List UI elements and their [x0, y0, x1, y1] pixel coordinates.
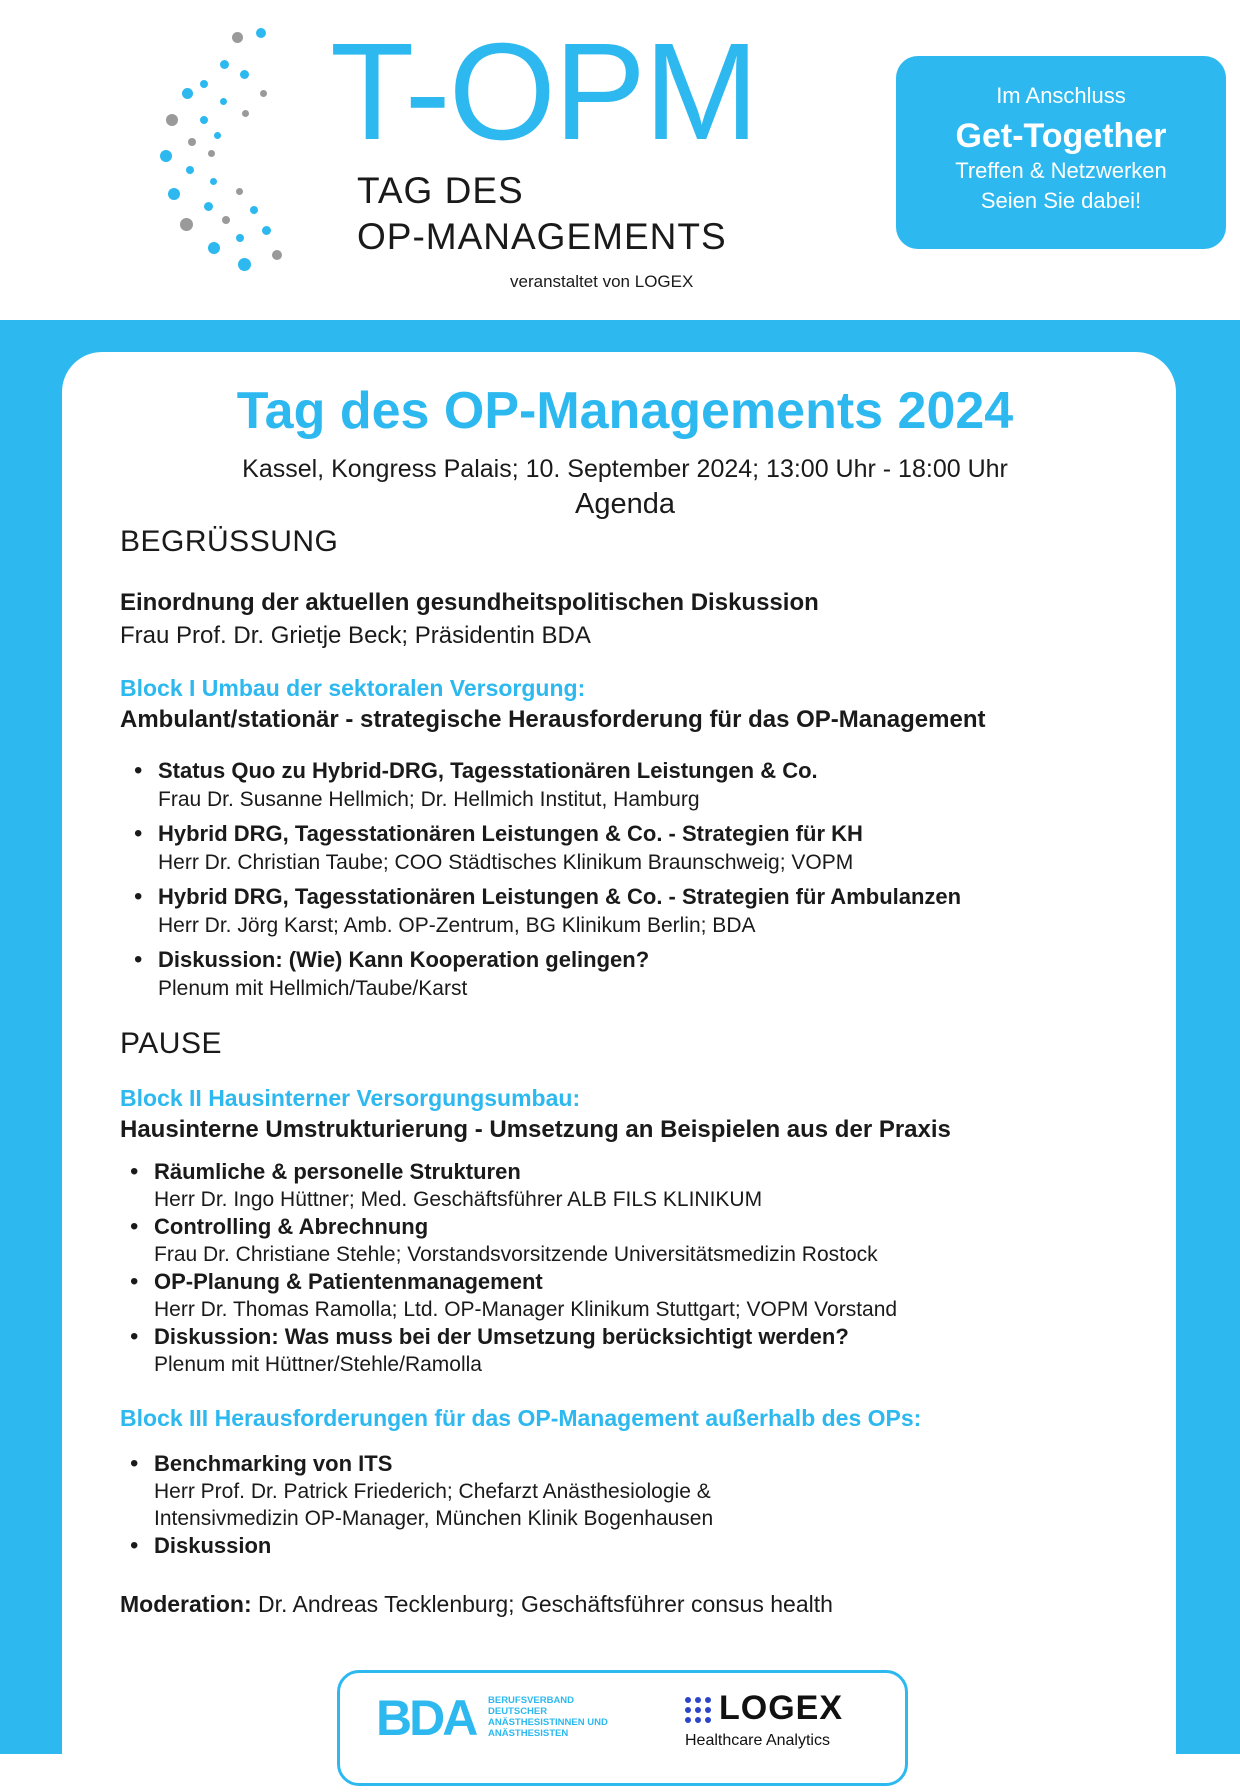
logo-subtitle-line2: OP-MANAGEMENTS	[357, 216, 727, 257]
bda-line3: ANÄSTHESISTINNEN UND	[488, 1717, 608, 1728]
item-speaker: Frau Dr. Christiane Stehle; Vorstandsvorsitzende Universitätsmedizin Rostock	[154, 1243, 878, 1266]
list-item	[116, 1323, 1130, 1378]
moderation-label: Moderation:	[120, 1591, 252, 1617]
header-area	[0, 0, 1240, 320]
list-item	[120, 819, 1130, 876]
item-title: • Controlling & Abrechnung	[154, 1214, 429, 1239]
list-item	[116, 1532, 1130, 1560]
block2-title: Block II Hausinterner Versorgungsumbau:	[120, 1085, 581, 1111]
promo-line3: Treffen & Netzwerken	[955, 158, 1167, 183]
block1-subtitle: Ambulant/stationär - strategische Herausforderung für das OP-Management	[120, 706, 986, 733]
bda-text	[488, 1695, 628, 1739]
item-speaker: Frau Dr. Susanne Hellmich; Dr. Hellmich Institut, Hamburg	[158, 788, 700, 811]
logex-dots-icon	[685, 1697, 711, 1723]
bda-logo	[376, 1689, 626, 1749]
logo-subtitle-line1: TAG DES	[357, 170, 524, 211]
bda-line4: ANÄSTHESISTEN	[488, 1728, 569, 1739]
bda-line2: DEUTSCHER	[488, 1706, 548, 1717]
list-item	[120, 756, 1130, 813]
item-speaker: Plenum mit Hüttner/Stehle/Ramolla	[154, 1353, 482, 1376]
logex-tagline: Healthcare Analytics	[685, 1732, 830, 1749]
promo-line4: Seien Sie dabei!	[980, 188, 1142, 213]
block2-subtitle: Hausinterne Umstrukturierung - Umsetzung an Beispielen aus der Praxis	[120, 1116, 951, 1143]
logo-subtitle	[357, 168, 727, 260]
list-item	[116, 1450, 1130, 1532]
promo-line2: Get-Together	[955, 117, 1167, 155]
bda-line1: BERUFSVERBAND	[488, 1695, 575, 1706]
logo-title: T-OPM	[330, 15, 757, 169]
list-item	[116, 1213, 1130, 1268]
item-speaker: Intensivmedizin OP-Manager, München Klinik Bogenhausen	[154, 1507, 714, 1530]
item-title: • Räumliche & personelle Strukturen	[154, 1159, 521, 1184]
item-title: • Diskussion: Was muss bei der Umsetzung berücksichtigt werden?	[154, 1324, 849, 1349]
block3-title: Block III Herausforderungen für das OP-Management außerhalb des OPs:	[120, 1405, 922, 1431]
item-speaker: Herr Dr. Christian Taube; COO Städtisches Klinikum Braunschweig; VOPM	[158, 851, 854, 874]
event-title: Tag des OP-Managements 2024	[236, 382, 1014, 440]
block3-list	[116, 1450, 1130, 1560]
welcome-heading: BEGRÜSSUNG	[120, 525, 339, 558]
list-item	[120, 945, 1130, 1002]
event-details: Kassel, Kongress Palais; 10. September 2024; 13:00 Uhr - 18:00 Uhr	[242, 455, 1008, 483]
agenda-card	[62, 352, 1176, 1792]
welcome-talk-speaker: Frau Prof. Dr. Grietje Beck; Präsidentin BDA	[120, 622, 591, 649]
pause-heading: PAUSE	[120, 1027, 222, 1060]
welcome-talk-title: Einordnung der aktuellen gesundheitspolitischen Diskussion	[120, 589, 819, 616]
partner-logos	[337, 1670, 908, 1786]
logex-wordmark: LOGEX	[719, 1689, 844, 1727]
list-item	[116, 1158, 1130, 1213]
item-title: • Diskussion	[154, 1533, 272, 1558]
item-title: • Hybrid DRG, Tagesstationären Leistungen & Co. - Strategien für Ambulanzen	[158, 884, 962, 909]
block2-list	[116, 1158, 1130, 1378]
item-title: • Diskussion: (Wie) Kann Kooperation gelingen?	[158, 947, 650, 972]
logex-logo	[685, 1691, 875, 1763]
item-speaker: Herr Dr. Jörg Karst; Amb. OP-Zentrum, BG Klinikum Berlin; BDA	[158, 914, 756, 937]
item-speaker: Herr Prof. Dr. Patrick Friederich; Chefarzt Anästhesiologie &	[154, 1480, 711, 1503]
list-item	[116, 1268, 1130, 1323]
list-item	[120, 882, 1130, 939]
bda-mark: BDA	[376, 1690, 476, 1746]
organizer-note: veranstaltet von LOGEX	[510, 272, 694, 291]
moderation-line	[120, 1588, 1130, 1620]
item-speaker: Herr Dr. Ingo Hüttner; Med. Geschäftsführer ALB FILS KLINIKUM	[154, 1188, 763, 1211]
promo-line1: Im Anschluss	[996, 83, 1126, 108]
item-title: • Status Quo zu Hybrid-DRG, Tagesstationären Leistungen & Co.	[158, 758, 818, 783]
item-speaker: Herr Dr. Thomas Ramolla; Ltd. OP-Manager Klinikum Stuttgart; VOPM Vorstand	[154, 1298, 898, 1321]
block1-title: Block I Umbau der sektoralen Versorgung:	[120, 675, 586, 701]
moderation-text: Dr. Andreas Tecklenburg; Geschäftsführer consus health	[251, 1591, 833, 1617]
logo-dots-icon	[160, 20, 330, 290]
item-title: • Benchmarking von ITS	[154, 1451, 393, 1476]
block1-list	[120, 756, 1130, 1002]
item-speaker: Plenum mit Hellmich/Taube/Karst	[158, 977, 468, 1000]
item-title: • OP-Planung & Patientenmanagement	[154, 1269, 543, 1294]
agenda-label: Agenda	[575, 488, 675, 520]
item-title: • Hybrid DRG, Tagesstationären Leistungen & Co. - Strategien für KH	[158, 821, 863, 846]
get-together-badge	[896, 56, 1226, 249]
